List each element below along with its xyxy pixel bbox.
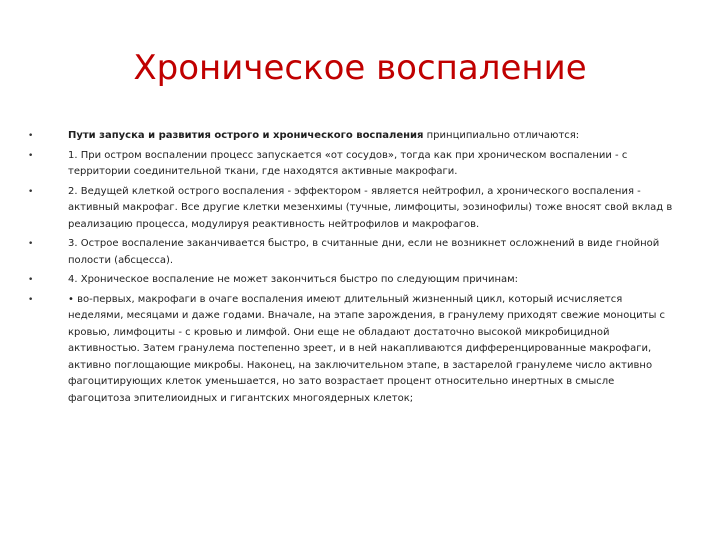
item-text: 2. Ведущей клеткой острого воспаления - эффектором - является нейтрофил, а хронического воспаления - активный макрофаг. Все другие клетки мезенхимы (тучные, лимфоциты, эозинофилы) тоже вносят свой вклад в реализацию процесса, модулируя реактивность нейтрофилов и макрофагов.	[68, 185, 673, 230]
item-text: принципиально отличаются:	[423, 130, 580, 141]
list-item	[24, 148, 680, 181]
bullet-icon: •	[28, 186, 34, 197]
bullet-icon: •	[28, 294, 34, 305]
list-item	[24, 292, 680, 408]
bullet-icon: •	[28, 150, 34, 161]
item-text: • во-первых, макрофаги в очаге воспаления имеют длительный жизненный цикл, который исчисляется неделями, месяцами и даже годами. Вначале, на этапе зарождения, в гранулему приходят свежие моноциты с кровью, лимфоциты - с кровью и лимфой. Они еще не обладают достаточно высокой микробицидной активностью. Затем гранулема постепенно зреет, и в ней накапливаются дифференцированные макрофаги, активно поглощающие микробы. Наконец, на заключительном этапе, в застарелой гранулеме число активно фагоцитирующих клеток уменьшается, но зато возрастает процент относительно инертных в смысле фагоцитоза эпителиоидных и гигантских многоядерных клеток;	[68, 293, 666, 404]
item-text: 1. При остром воспалении процесс запускается «от сосудов», тогда как при хроническом воспалении - с территории соединительной ткани, где находятся активные макрофаги.	[68, 149, 628, 177]
bullet-list	[24, 128, 680, 410]
list-item	[24, 272, 680, 289]
list-item	[24, 184, 680, 234]
list-item	[24, 128, 680, 145]
item-text: 3. Острое воспаление заканчивается быстро, в считанные дни, если не возникнет осложнений в виде гнойной полости (абсцесса).	[68, 238, 660, 266]
bullet-icon: •	[28, 239, 34, 249]
item-bold-text: Пути запуска и развития острого и хронического воспаления	[68, 130, 424, 141]
slide-title: Хроническое воспаление	[133, 48, 587, 88]
item-text: 4. Хроническое воспаление не может закончиться быстро по следующим причинам:	[68, 274, 519, 285]
bullet-icon: •	[28, 131, 34, 141]
list-item	[24, 236, 680, 269]
bullet-icon: •	[28, 275, 34, 285]
